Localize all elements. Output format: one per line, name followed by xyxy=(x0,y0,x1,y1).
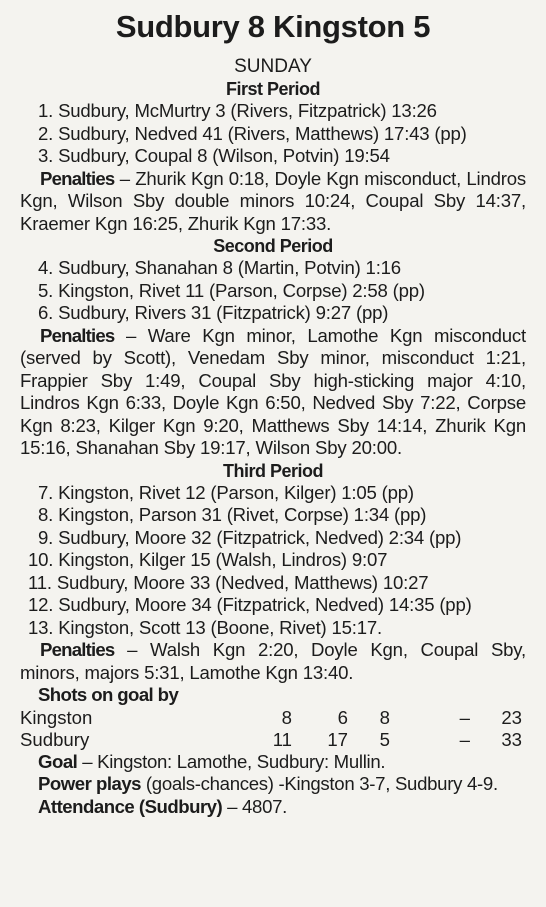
shots-row-kingston xyxy=(20,707,522,729)
period-title: Third Period xyxy=(222,460,323,481)
shots-table xyxy=(20,707,522,751)
goalies-line xyxy=(0,751,546,774)
shots-p2: 6 xyxy=(337,706,348,728)
period-title: Second Period xyxy=(213,236,333,256)
penalties-text: – Zhurik Kgn 0:18, Doyle Kgn misconduct, Lindros Kgn, Wilson Sby double minors 10:24, Coupal Sby 14:37, Kraemer Kgn 16:25, Zhurik Kgn 17:33. xyxy=(20,167,526,234)
penalties-paragraph xyxy=(0,639,546,684)
shots-team: Sudbury xyxy=(20,728,90,750)
goal-line: 9. Sudbury, Moore 32 (Fitzpatrick, Nedved) 2:34 (pp) xyxy=(38,526,462,548)
goalies-text: – Kingston: Lamothe, Sudbury: Mullin. xyxy=(77,750,386,772)
attendance-line xyxy=(0,796,546,819)
shots-row-sudbury xyxy=(20,729,522,751)
attendance-text: – 4807. xyxy=(222,795,288,817)
goalies-label: Goal xyxy=(38,750,78,772)
penalties-paragraph xyxy=(0,168,546,236)
penalties-text: – Walsh Kgn 2:20, Doyle Kgn, Coupal Sby, minors, majors 5:31, Lamothe Kgn 13:40. xyxy=(20,639,526,683)
shots-total: 33 xyxy=(501,728,522,750)
penalties-text: – Ware Kgn minor, Lamothe Kgn misconduct (served by Scott), Venedam Sby minor, misconduct 1:21, Frappier Sby 1:49, Coupal Sby high-sticking major 4:10, Lindros Kgn 6:33, Doyle Kgn 6:50, Nedved Sby 7:22, Corpse Kgn 8:23, Kilger Kgn 9:20, Matthews Sby 14:14, Zhurik Kgn 15:16, Shanahan Sby 19:17, Wilson Sby 20:00. xyxy=(20,324,526,458)
penalties-label: Penalties xyxy=(40,324,115,346)
goal-line: 1. Sudbury, McMurtry 3 (Rivers, Fitzpatrick) 13:26 xyxy=(38,100,437,121)
shots-dash: – xyxy=(459,706,470,728)
power-plays-line xyxy=(0,773,546,796)
penalties-paragraph xyxy=(0,325,546,460)
goal-line: 5. Kingston, Rivet 11 (Parson, Corpse) 2:58 (pp) xyxy=(38,279,425,301)
goal-line: 7. Kingston, Rivet 12 (Parson, Kilger) 1:05 (pp) xyxy=(38,481,414,503)
goal-line: 6. Sudbury, Rivers 31 (Fitzpatrick) 9:27 (pp) xyxy=(38,302,389,323)
shots-p2: 17 xyxy=(327,728,348,750)
game-day: SUNDAY xyxy=(234,56,312,77)
goal-line: 8. Kingston, Parson 31 (Rivet, Corpse) 1:34 (pp) xyxy=(38,504,427,525)
power-plays-label: Power plays xyxy=(38,773,142,794)
goal-line: 4. Sudbury, Shanahan 8 (Martin, Potvin) 1:16 xyxy=(38,257,401,278)
shots-dash: – xyxy=(459,728,470,750)
shots-team: Kingston xyxy=(20,706,93,728)
goal-line: 11. Sudbury, Moore 33 (Nedved, Matthews) 10:27 xyxy=(28,571,429,593)
shots-title: Shots on goal by xyxy=(38,684,179,705)
period-title: First Period xyxy=(225,79,321,99)
power-plays-text: (goals-chances) -Kingston 3-7, Sudbury 4-9. xyxy=(141,773,498,794)
attendance-label: Attendance (Sudbury) xyxy=(38,795,223,817)
goal-line: 2. Sudbury, Nedved 41 (Rivers, Matthews) 17:43 (pp) xyxy=(38,122,467,144)
headline: Sudbury 8 Kingston 5 xyxy=(115,9,431,44)
goal-line: 13. Kingston, Scott 13 (Boone, Rivet) 15:17. xyxy=(28,616,382,638)
shots-p1: 11 xyxy=(272,728,292,750)
shots-p3: 5 xyxy=(379,728,390,750)
penalties-label: Penalties xyxy=(40,639,115,660)
goal-line: 3. Sudbury, Coupal 8 (Wilson, Potvin) 19:54 xyxy=(38,145,390,166)
goal-line: 12. Sudbury, Moore 34 (Fitzpatrick, Nedved) 14:35 (pp) xyxy=(28,594,472,615)
shots-p1: 8 xyxy=(281,706,292,728)
goal-line: 10. Kingston, Kilger 15 (Walsh, Lindros) 9:07 xyxy=(28,549,388,570)
shots-total: 23 xyxy=(501,706,522,728)
shots-p3: 8 xyxy=(379,706,390,728)
penalties-label: Penalties xyxy=(40,167,115,189)
